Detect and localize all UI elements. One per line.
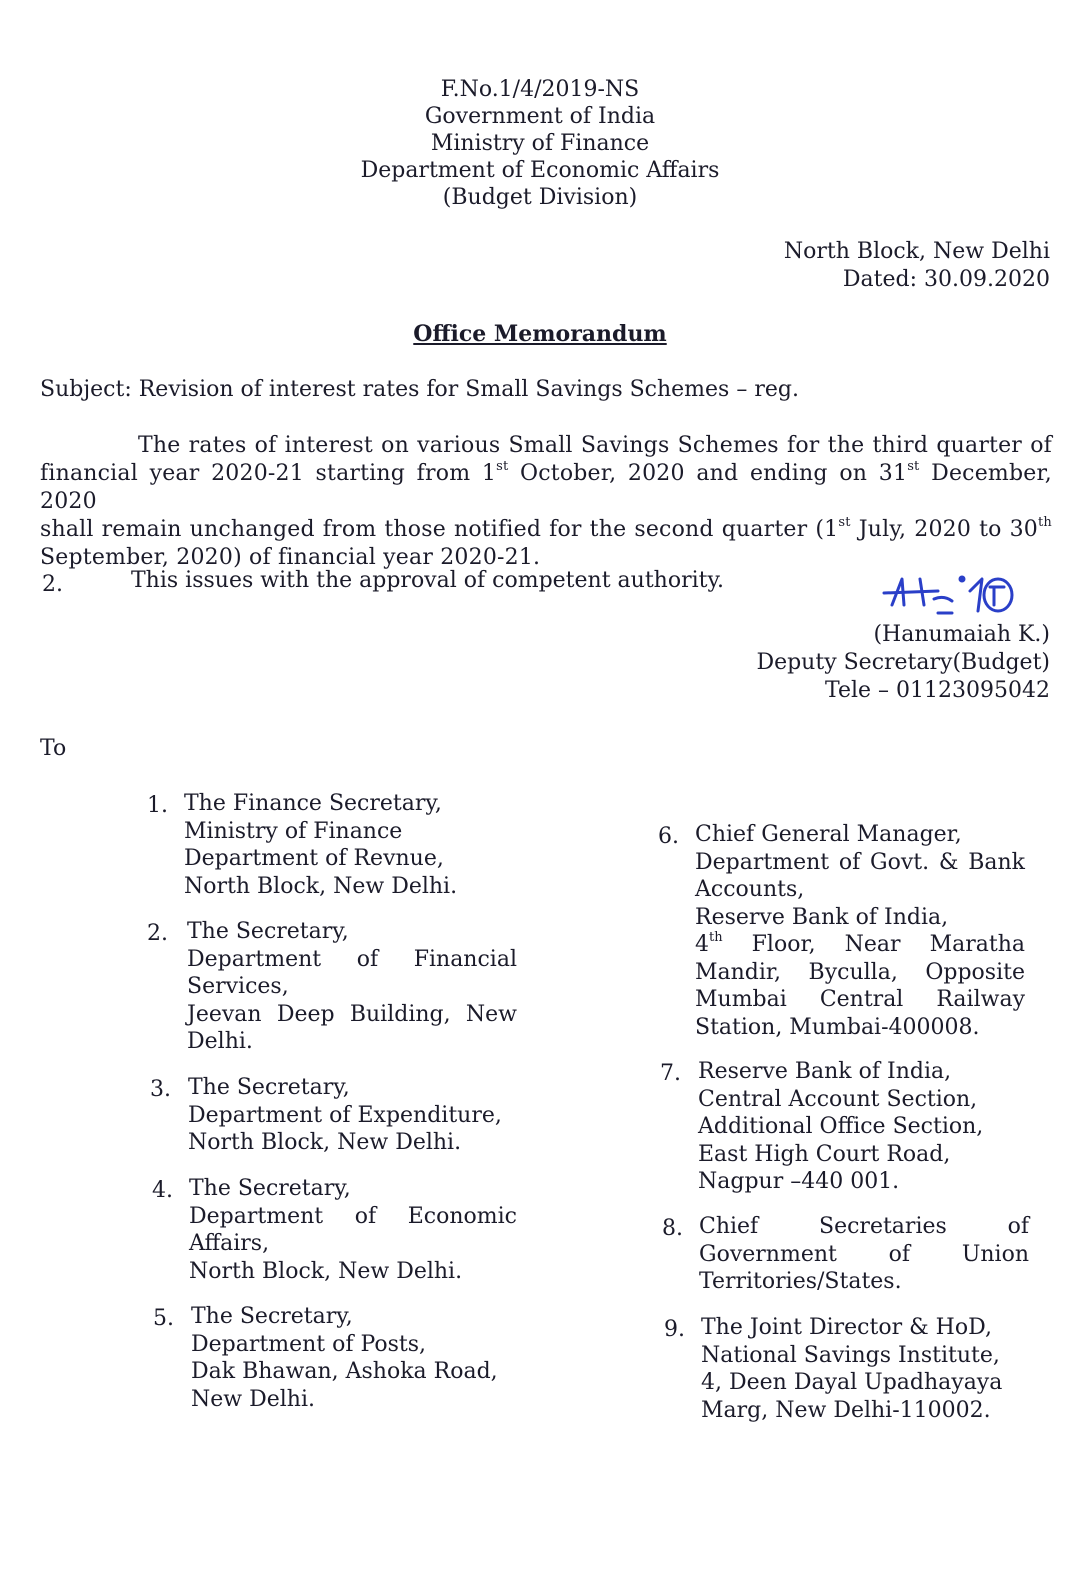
recipient-line: National Savings Institute, xyxy=(701,1342,1000,1368)
recipient-line: Station, Mumbai-400008. xyxy=(695,1014,980,1040)
recipient-line: Chief xyxy=(699,1214,759,1239)
para1-line3a: shall remain unchanged from those notified for the second quarter (1 xyxy=(40,517,839,542)
recipient-line: Government xyxy=(699,1241,837,1267)
recipient-number: 7. xyxy=(660,1061,681,1086)
recipient-line: 4th xyxy=(695,929,723,957)
recipient-number: 9. xyxy=(664,1317,685,1342)
recipient-line: Opposite xyxy=(925,959,1025,985)
recipient-line: Department of Revnue, xyxy=(184,846,444,871)
department-name: Department of Economic Affairs xyxy=(360,158,720,183)
recipient-line: Affairs, xyxy=(189,1231,270,1256)
recipient-line: Department of Expenditure, xyxy=(188,1102,502,1128)
recipient-line: of xyxy=(1007,1214,1029,1239)
recipient-line: Maratha xyxy=(929,932,1025,957)
paragraph-1 xyxy=(40,432,1052,572)
sup-st: st xyxy=(838,514,851,530)
recipient-number: 4. xyxy=(152,1178,173,1203)
recipient-line: Reserve Bank of India, xyxy=(695,904,949,930)
para1-line2a: financial year 2020-21 starting from 1 xyxy=(40,461,497,486)
recipient-line: Union xyxy=(961,1241,1029,1267)
recipient-line: Chief General Manager, xyxy=(695,822,962,847)
paragraph-2-number: 2. xyxy=(42,572,63,597)
recipient-line: Railway xyxy=(936,987,1025,1012)
recipient-line: The Secretary, xyxy=(188,1075,350,1100)
recipient-line: The Secretary, xyxy=(191,1304,353,1329)
recipient-number: 8. xyxy=(662,1216,683,1241)
recipient-line: North Block, New Delhi. xyxy=(189,1258,463,1284)
recipient-line: North Block, New Delhi. xyxy=(188,1130,462,1155)
recipient-line: of xyxy=(356,946,379,972)
government-name: Government of India xyxy=(424,104,656,129)
recipient-line: Ministry of Finance xyxy=(184,818,403,844)
para1-line1: The rates of interest on various Small Savings Schemes for the third quarter of xyxy=(138,433,1052,458)
signatory-designation: Deputy Secretary(Budget) xyxy=(756,650,1050,675)
recipient-line: The Secretary, xyxy=(187,919,349,944)
recipient-line: New xyxy=(465,1001,517,1027)
recipient-line: East High Court Road, xyxy=(698,1141,951,1167)
paragraph-2-text: This issues with the approval of competent authority. xyxy=(131,568,724,593)
recipient-number: 2. xyxy=(147,921,168,946)
recipient-number: 1. xyxy=(147,793,168,818)
recipient-line: Dak Bhawan, Ashoka Road, xyxy=(191,1359,498,1384)
para1-line3b: July, 2020 to 30 xyxy=(850,517,1038,542)
signatory-name: (Hanumaiah K.) xyxy=(873,622,1050,647)
date: Dated: 30.09.2020 xyxy=(842,267,1050,292)
recipient-line: 4, Deen Dayal Upadhayaya xyxy=(701,1370,1003,1395)
recipient-line: Govt. xyxy=(870,849,930,875)
recipient-number: 6. xyxy=(658,824,679,849)
recipient-line: New Delhi. xyxy=(191,1386,315,1412)
para1-line2c: December, 2020 xyxy=(40,461,1052,514)
recipient-line: Department xyxy=(187,946,322,972)
recipient-line: Secretaries xyxy=(819,1214,947,1239)
recipient-line: Central xyxy=(819,987,904,1012)
para1-line4: September, 2020) of financial year 2020-21. xyxy=(40,545,541,570)
recipient-line: Central Account Section, xyxy=(698,1086,978,1112)
recipient-line: Bank xyxy=(968,849,1025,875)
recipient-line: Accounts, xyxy=(695,877,805,902)
recipient-line: Byculla, xyxy=(808,959,898,985)
recipient-line: Reserve Bank of India, xyxy=(698,1059,952,1084)
division-name: (Budget Division) xyxy=(442,185,638,210)
ministry-name: Ministry of Finance xyxy=(430,131,650,156)
recipient-line: Marg, New Delhi-110002. xyxy=(701,1397,991,1423)
recipient-line: of xyxy=(888,1241,911,1267)
recipient-line: of xyxy=(354,1203,377,1229)
recipient-line: Floor, xyxy=(751,932,816,957)
para1-line2b: October, 2020 and ending on 31 xyxy=(508,461,908,486)
recipient-line: Building, xyxy=(349,1001,451,1027)
recipient-line: Delhi. xyxy=(187,1029,253,1054)
recipient-line: Deep xyxy=(276,1001,335,1027)
recipient-line: Mandir, xyxy=(695,959,782,985)
signature-image xyxy=(880,565,1040,627)
recipient-number: 3. xyxy=(150,1077,171,1102)
recipient-line: Department of Posts, xyxy=(191,1331,427,1357)
memo-title: Office Memorandum xyxy=(413,321,667,347)
recipient-line: The Joint Director & HoD, xyxy=(701,1315,992,1340)
recipient-line: The Finance Secretary, xyxy=(184,791,442,816)
recipient-line: & xyxy=(938,849,959,875)
recipient-line: Economic xyxy=(407,1203,517,1229)
recipient-line: of xyxy=(838,849,861,875)
subject-line: Subject: Revision of interest rates for Small Savings Schemes – reg. xyxy=(40,377,799,402)
recipient-line: Financial xyxy=(413,946,517,972)
recipient-line: Near xyxy=(844,932,901,957)
recipient-line: Nagpur –440 001. xyxy=(698,1169,900,1194)
recipient-line: Services, xyxy=(187,974,289,999)
recipient-line: Jeevan xyxy=(187,1001,262,1027)
recipient-line: Mumbai xyxy=(695,987,787,1012)
recipient-line: Department xyxy=(189,1203,324,1229)
sup-st: st xyxy=(496,458,509,474)
file-number: F.No.1/4/2019-NS xyxy=(440,77,640,102)
recipient-line: Additional Office Section, xyxy=(698,1114,984,1139)
to-label: To xyxy=(40,736,67,761)
signatory-tele: Tele – 01123095042 xyxy=(825,678,1050,703)
recipient-line: North Block, New Delhi. xyxy=(184,873,458,899)
recipient-line: Department xyxy=(695,849,830,875)
place: North Block, New Delhi xyxy=(783,239,1050,264)
recipient-line: Territories/States. xyxy=(699,1269,902,1294)
sup-st: st xyxy=(907,458,920,474)
recipient-line: The Secretary, xyxy=(189,1176,351,1201)
recipient-number: 5. xyxy=(153,1306,174,1331)
sup-th: th xyxy=(1038,514,1052,530)
